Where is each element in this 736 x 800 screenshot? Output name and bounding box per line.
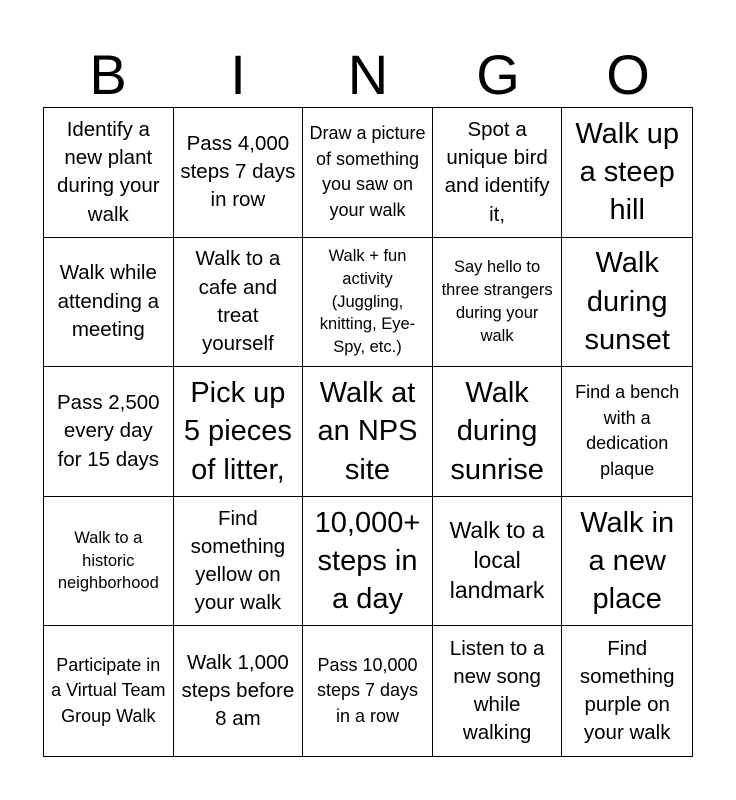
bingo-cell [562, 626, 692, 756]
bingo-cell [433, 497, 563, 627]
bingo-cell-text: Walk to a cafe and treat yourself [195, 247, 281, 356]
bingo-cell [44, 367, 174, 497]
bingo-cell-text: Say hello to three strangers during your walk [441, 258, 553, 345]
header-letter-n: N [347, 43, 389, 106]
bingo-cell [174, 238, 304, 368]
bingo-header [43, 40, 693, 108]
bingo-cell-text: Find something purple on your walk [579, 636, 675, 745]
bingo-cell-text: 10,000+ steps in a day [314, 506, 421, 616]
header-letter-g: G [476, 43, 520, 106]
bingo-cell-text: Pass 10,000 steps 7 days in a row [316, 654, 419, 726]
bingo-cell [303, 238, 433, 368]
header-letter-i: I [230, 43, 246, 106]
bingo-cell-text: Walk up a steep hill [575, 117, 680, 227]
bingo-cell [562, 497, 692, 627]
bingo-cell [303, 108, 433, 238]
bingo-cell [174, 367, 304, 497]
bingo-cell-text: Walk at an NPS site [317, 377, 418, 486]
bingo-cell-text: Walk 1,000 steps before 8 am [181, 650, 295, 731]
bingo-cell-text: Walk to a local landmark [449, 517, 545, 604]
bingo-cell [44, 497, 174, 627]
bingo-cell [433, 108, 563, 238]
bingo-cell [44, 626, 174, 756]
bingo-cell-text: Spot a unique bird and identify it, [444, 117, 550, 226]
bingo-cell [562, 108, 692, 238]
header-letter-b: B [89, 43, 127, 106]
bingo-cell [562, 367, 692, 497]
bingo-cell-text: Listen to a new song while walking [449, 636, 545, 745]
bingo-cell [174, 497, 304, 627]
bingo-cell-text: Walk during sunset [584, 247, 670, 357]
bingo-cell [303, 626, 433, 756]
bingo-cell [44, 108, 174, 238]
bingo-cell [433, 626, 563, 756]
bingo-cell-text: Draw a picture of something you saw on your walk [309, 123, 426, 220]
bingo-cell [433, 367, 563, 497]
bingo-cell-text: Find a bench with a dedication plaque [575, 382, 680, 480]
bingo-cell [174, 108, 304, 238]
bingo-cell [433, 238, 563, 368]
bingo-cell-text: Walk + fun activity (Juggling, knitting, Eye-Spy, etc.) [319, 246, 416, 357]
bingo-cell-text: Walk during sunrise [450, 377, 544, 486]
bingo-cell-text: Participate in a Virtual Team Group Walk [51, 654, 166, 726]
bingo-cell-text: Identify a new plant during your walk [57, 117, 160, 226]
bingo-board [43, 107, 693, 757]
bingo-cell-text: Walk to a historic neighborhood [57, 528, 159, 593]
bingo-cell-text: Walk in a new place [580, 506, 675, 616]
bingo-cell [303, 497, 433, 627]
header-letter-o: O [606, 43, 650, 106]
bingo-cell [303, 367, 433, 497]
bingo-cell [44, 238, 174, 368]
bingo-cell-text: Find something yellow on your walk [190, 506, 286, 615]
bingo-cell-text: Pass 4,000 steps 7 days in row [180, 131, 296, 212]
bingo-cell-text: Pass 2,500 every day for 15 days [57, 391, 160, 471]
bingo-cell-text: Pick up 5 pieces of litter, [183, 377, 292, 486]
bingo-cell-text: Walk while attending a meeting [57, 261, 160, 342]
bingo-cell [562, 238, 692, 368]
bingo-cell [174, 626, 304, 756]
